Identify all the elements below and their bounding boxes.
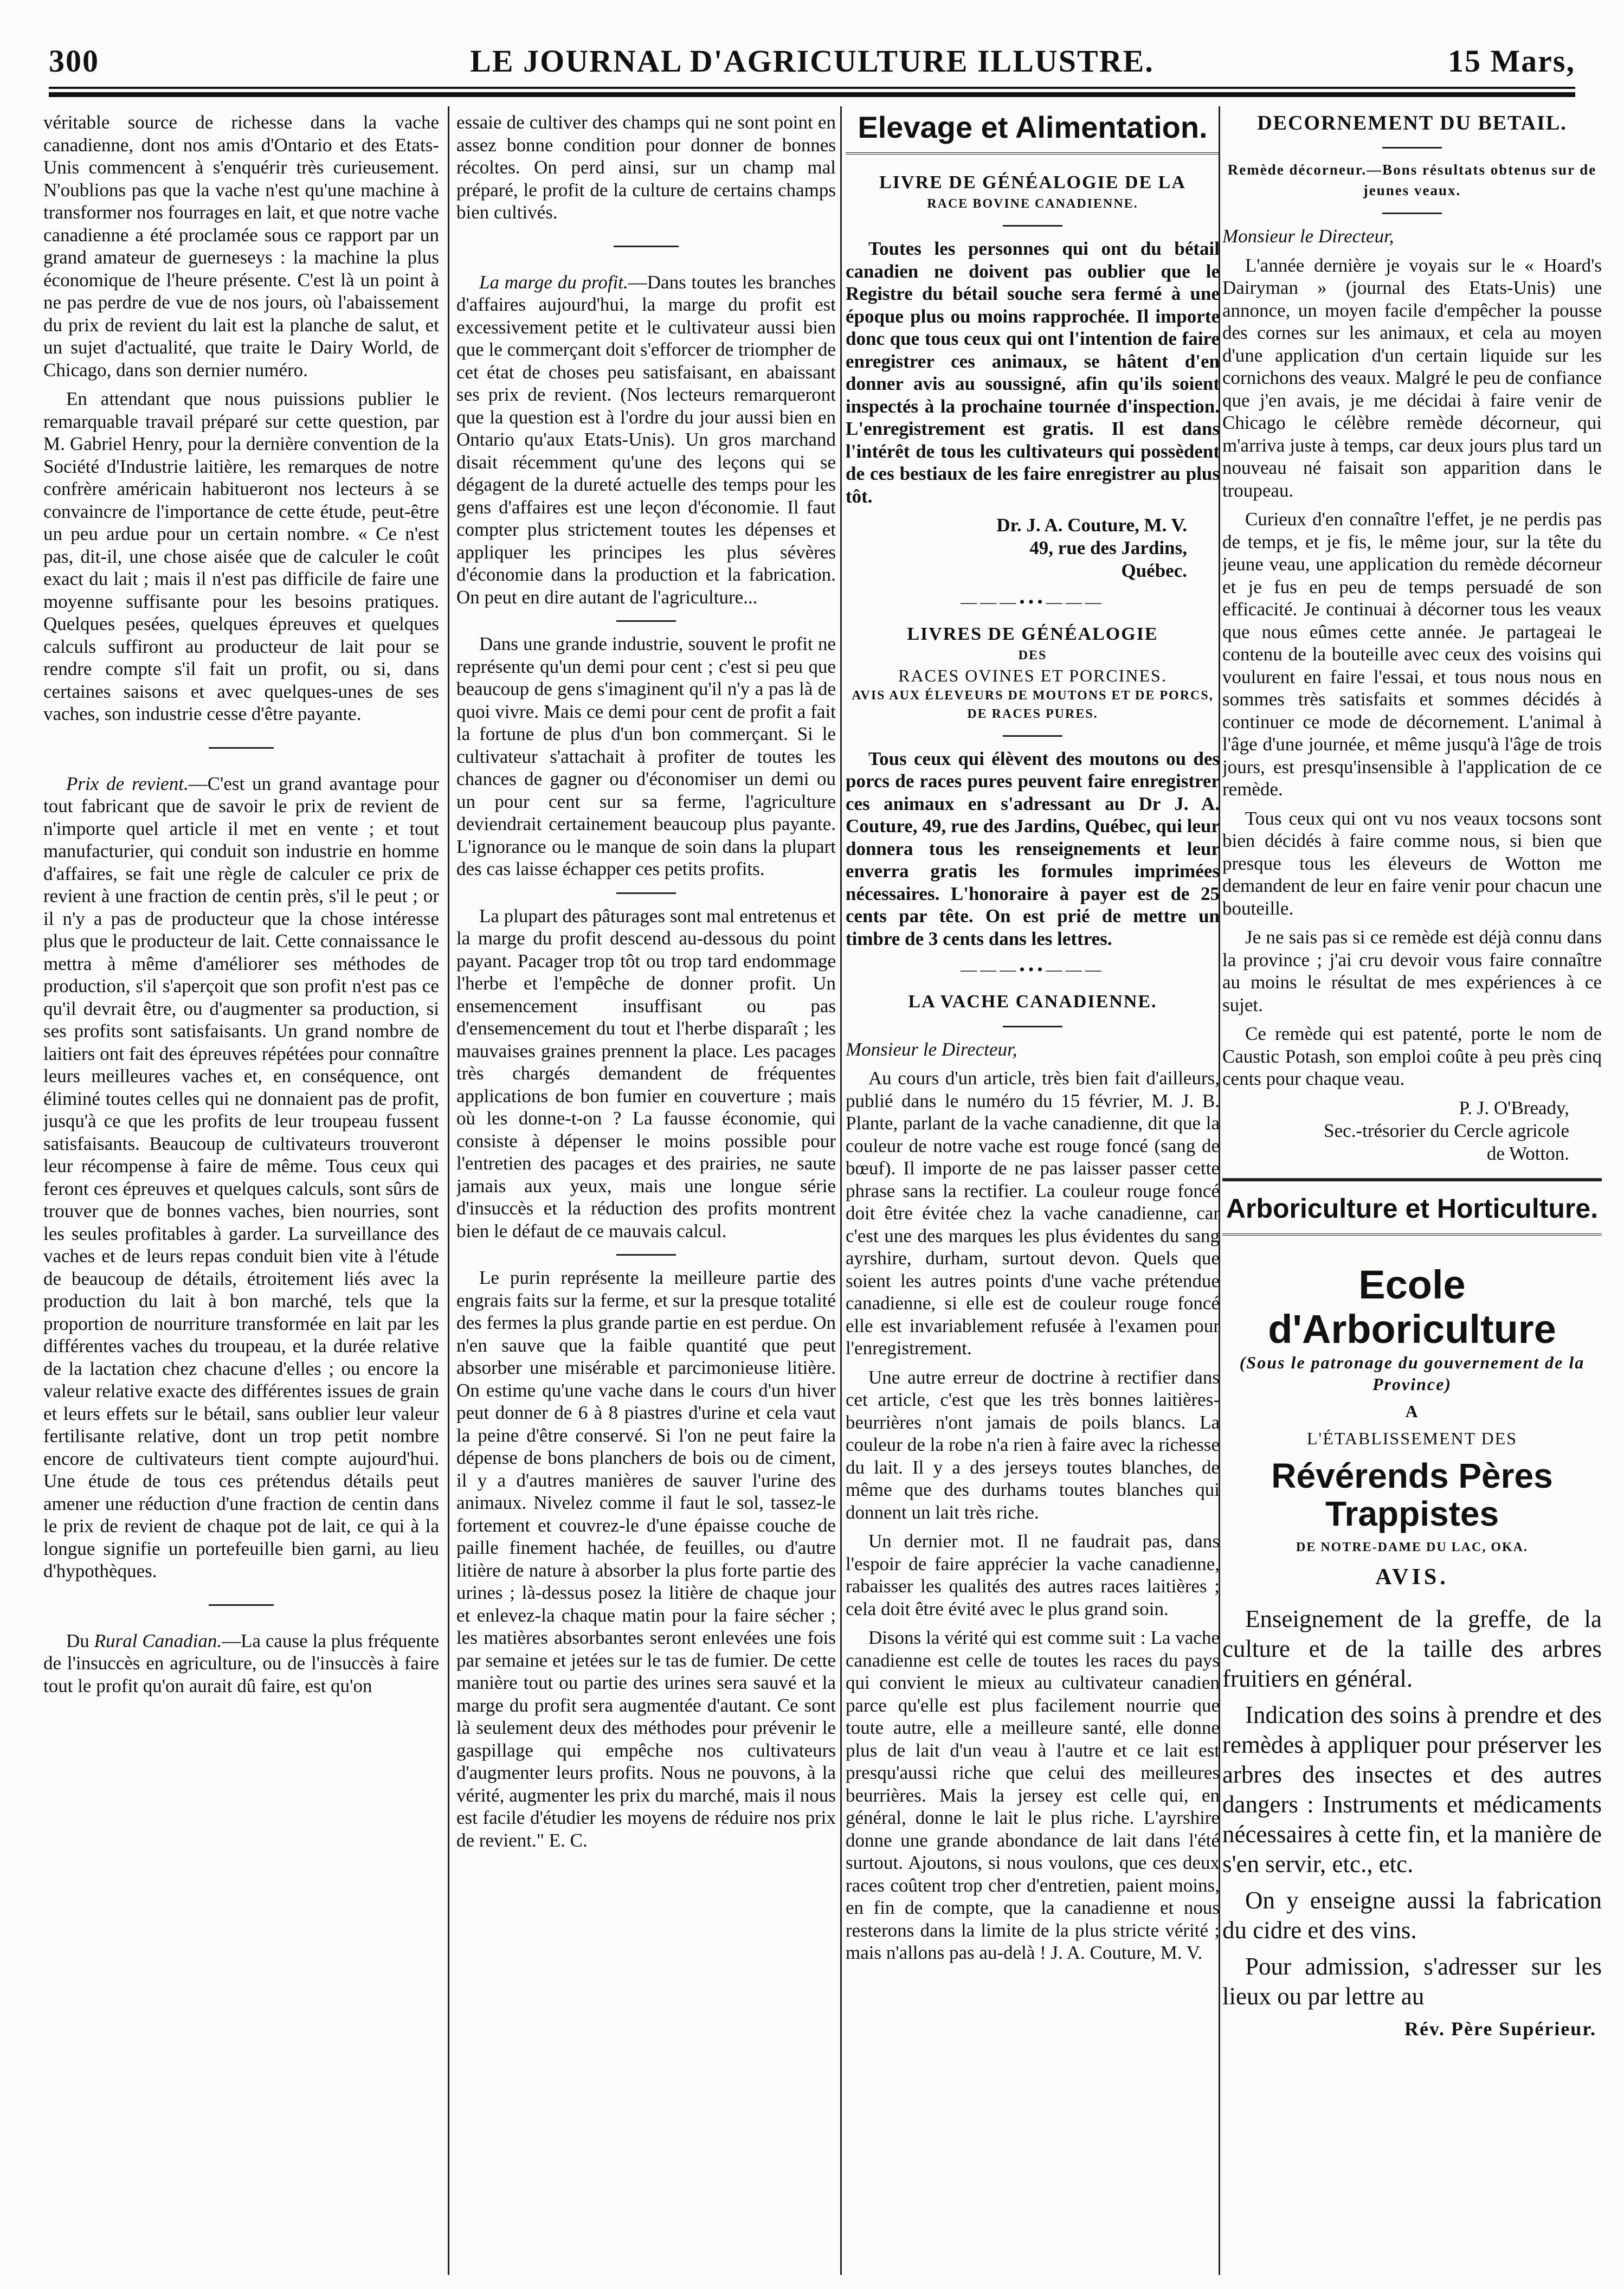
section-title: Elevage et Alimentation.	[846, 111, 1220, 155]
article-paragraph: Ce remède qui est patenté, porte le nom de Caustic Potash, son emploi coûte à peu près cinq cents pour chaque veau.	[1222, 1023, 1602, 1089]
article-paragraph: Du Rural Canadian.—La cause la plus fréquente de l'insuccès en agriculture, ou de l'insuccès à faire tout le profit qu'on aurait dû faire, est qu'on	[43, 1630, 439, 1696]
signature-address: 49, rue des Jardins,	[1029, 537, 1187, 558]
article-paragraph: La plupart des pâturages sont mal entretenus et la marge du profit descend au-dessous du point payant. Pacager trop tôt ou trop tard endommage l'herbe et l'empêche de donner profit. Un ensemencement insuffisant ou pas d'ensemencement du tout et l'herbe disparaît ; les mauvaises graines prennent la place. Les pacages très chargés demandent de fréquentes applications de bon fumier en couverture ; mais où les donne-t-on ? La fausse économie, qui consiste à dépenser le moins possible pour l'entretien des pacages et des prairies, ne saute jamais aux yeux, mais une longue série d'insuccès et la réduction des profits montrent bien le défaut de ce mauvais calcul.	[456, 905, 836, 1242]
column-divider	[448, 106, 449, 2275]
article-paragraph: Curieux d'en connaître l'effet, je ne perdis pas de temps, et je fis, le même jour, sur la tête du jeune veau, une application du remède décorneur et je fus en peu de temps persuadé de son efficacité. Je continuai à décorner tous les veaux que nous eûmes cette année. Je partageai le contenu de la bouteille avec ceux des voisins qui voulurent en faire l'essai, et tous nous nous en sommes très satisfaits et sommes décidés à continuer ce mode de décornement. L'animal à l'âge d'une journée, et même jusqu'à l'âge de trois jours, est presqu'insensible à l'application de ce remède.	[1222, 509, 1602, 800]
advertisement-notice: AVIS.	[1375, 1564, 1449, 1590]
advertisement-line: A	[1405, 1401, 1419, 1421]
advertisement-paragraph: Enseignement de la greffe, de la culture et de la taille des arbres fruitiers en général.	[1222, 1605, 1602, 1692]
separator	[1003, 225, 1062, 227]
signature-title: Sec.-trésorier du Cercle agricole	[1324, 1120, 1569, 1141]
separator	[1003, 1026, 1062, 1027]
paragraph-title: Rural Canadian.	[94, 1630, 222, 1651]
column-4	[1222, 111, 1602, 2274]
letter-subheading: Remède décorneur.—Bons résultats obtenus sur de jeunes veaux.	[1227, 162, 1597, 198]
advertisement-signoff: Rév. Père Supérieur.	[1404, 2017, 1596, 2040]
signature-place: de Wotton.	[1486, 1142, 1569, 1164]
article-paragraph: Tous ceux qui ont vu nos veaux tocsons sont bien décidés à faire comme nous, si bien que presque tous les éleveurs de Wotton me demandent de leur en faire venir pour chacun une bouteille.	[1222, 807, 1602, 919]
salutation-text: Monsieur le Directeur,	[1222, 226, 1394, 247]
column-3	[846, 111, 1220, 2274]
advertisement-paragraph: Indication des soins à prendre et des remèdes à appliquer pour préserver les arbres des insectes et des autres dangers : Instruments et médicaments nécessaires à cette fin, et la manière de s'en servir, etc., etc.	[1222, 1701, 1602, 1878]
letter-heading: LA VACHE CANADIENNE.	[908, 991, 1157, 1012]
article-paragraph	[43, 773, 439, 1583]
article-paragraph: Toutes les personnes qui ont du bétail canadien ne doivent pas oublier que le Registre du bétail souche sera fermé à une époque plus ou moins rapprochée. Il importe donc que tous ceux qui ont l'intention de faire enregistrer ces animaux, se hâtent d'en donner avis au soussigné, afin qu'ils soient inspectés à la prochaine tournée d'inspection. L'enregistrement est gratis. Il est dans l'intérêt de tous les cultivateurs qui possèdent de ces bestiaux de les faire enregistrer au plus tôt.	[846, 238, 1220, 507]
separator	[1382, 213, 1442, 214]
signature: Dr. J. A. Couture, M. V.	[996, 515, 1187, 536]
header-rule-bottom	[49, 92, 1575, 97]
article-paragraph: En attendant que nous puissions publier le remarquable travail préparé sur cette question, par M. Gabriel Henry, pour la dernière convention de la Société d'Industrie laitière, les remarques de notre confrère américain habitueront nos lecteurs à se convaincre de l'importance de cette étude, peut-être un peu ardue pour un certain nombre. « Ce n'est pas, dit-il, une chose aisée que de calculer le coût exact du lait ; mais il n'est pas difficile de faire une moyenne suffisante pour les besoins pratiques. Quelques pesées, quelques épreuves et quelques calculs suffiront au producteur de lait pour se rendre compte s'il fait un profit, ou si, dans certaines saisons et avec quelques-unes de ses vaches, son industrie cesse d'être payante.	[43, 388, 439, 724]
ornament-divider: ———•••———	[961, 961, 1105, 979]
section-rule	[1222, 1178, 1602, 1181]
article-paragraph: essaie de cultiver des champs qui ne sont point en assez bonne condition pour donner de bonnes récoltes. On perd ainsi, sur un champ mal préparé, le profit de la culture de certains champs bien cultivés.	[456, 112, 836, 223]
header-rule-top	[49, 87, 1575, 89]
separator	[1382, 147, 1442, 149]
signature-city: Québec.	[1121, 560, 1187, 581]
journal-title: LE JOURNAL D'AGRICULTURE ILLUSTRE.	[470, 43, 1154, 79]
separator	[616, 620, 676, 622]
separator	[614, 246, 679, 247]
letter-heading: DECORNEMENT DU BETAIL.	[1257, 112, 1567, 134]
article-paragraph: Un dernier mot. Il ne faudrait pas, dans l'espoir de faire apprécier la vache canadienne, rabaisser les qualités des autres races laitières ; cela doit être évité avec le plus grand soin.	[846, 1531, 1220, 1619]
advertisement-paragraph: On y enseigne aussi la fabrication du cidre et des vins.	[1222, 1886, 1602, 1944]
advertisement-name: Révérends Pères Trappistes	[1271, 1456, 1553, 1533]
article-paragraph: véritable source de richesse dans la vache canadienne, dont nos amis d'Ontario et des Etats-Unis commencent à s'enquérir très curieusement. N'oublions pas que la vache n'est qu'une machine à transformer nos fourrages en lait, et que notre vache canadienne a été proclamée sous ce rapport par un grand amateur de guerneseys : la machine la plus économique de l'heure présente. C'est là un point à ne pas perdre de vue de nos jours, où l'abaissement du prix de revient du lait est la planche de salut, et un sujet d'actualité, que traite le Dairy World, de Chicago, dans son dernier numéro.	[43, 112, 439, 381]
page-number: 300	[49, 43, 99, 79]
separator	[209, 747, 274, 749]
article-paragraph: Une autre erreur de doctrine à rectifier dans cet article, c'est que les très bonnes laitières-beurrières n'ont jamais de poils blancs. La couleur de la robe n'a rien à faire avec la richesse du lait. Il y a des jerseys toutes blanches, de même que des durhams toutes blanches qui donnent un lait très riche.	[846, 1366, 1220, 1523]
notice-subheading: DES	[1018, 648, 1047, 663]
article-paragraph: Au cours d'un article, très bien fait d'ailleurs, publié dans le numéro du 15 février, M. J. B. Plante, parlant de la vache canadienne, dit que la couleur de notre vache est rouge foncé (sang de bœuf). Il importe de ne pas laisser passer cette phrase sans la rectifier. La couleur rouge foncé doit être évitée chez la vache canadienne, car c'est une des marques les plus évidentes du sang ayrshire, durham, surtout devon. Quels que soient les autres points d'une vache prétendue canadienne, si elle est de couleur rouge foncé elle est invariablement refusée à l'examen pour l'enregistrement.	[846, 1068, 1220, 1359]
advertisement-title: Ecole d'Arboriculture	[1268, 1262, 1556, 1352]
paragraph-body: —La cause la plus fréquente de l'insuccès en agriculture, ou de l'insuccès à faire tout le profit qu'on aurait dû faire, est qu'on	[43, 1630, 439, 1696]
notice-heading: LIVRE DE GÉNÉALOGIE DE LA	[879, 172, 1186, 192]
advertisement-paragraph: Pour admission, s'adresser sur les lieux ou par lettre au	[1222, 1952, 1602, 2010]
ornament-divider: ———•••———	[961, 593, 1105, 611]
paragraph-title: La marge du profit.	[479, 271, 628, 293]
article-paragraph: Disons la vérité qui est comme suit : La vache canadienne est celle de toutes les races du pays qui convient le mieux au cultivateur canadien parce qu'elle est plus facilement nourrie que toute autre, elle a meilleure santé, elle donne plus de lait d'un veau à l'autre et ce lait est presqu'aussi riche que celui des meilleures beurrières. Mais la jersey est celle qui, en général, donne le lait le plus riche. L'ayrshire donne une grande abondance de lait dans l'été surtout. Ajoutons, si nous voulons, que ces deux races coûtent trop cher d'entretien, paient moins, en fin de compte, que la canadienne et nous resterons dans la limite de la plus stricte vérité ; mais n'allons pas au-delà ! J. A. Couture, M. V.	[846, 1627, 1220, 1963]
salutation-text: Monsieur le Directeur,	[846, 1038, 1017, 1060]
article-paragraph	[456, 271, 836, 609]
article-paragraph: Je ne sais pas si ce remède est déjà connu dans la province ; j'ai cru devoir vous faire connaître au moins le résultat de mes expériences à ce sujet.	[1222, 927, 1602, 1015]
letter-salutation	[1222, 225, 1602, 248]
advertisement-line: L'ÉTABLISSEMENT DES	[1306, 1428, 1518, 1448]
issue-date: 15 Mars,	[1447, 43, 1575, 79]
notice-subheading: AVIS AUX ÉLEVEURS DE MOUTONS ET DE PORCS, DE RACES PURES.	[852, 688, 1214, 721]
separator	[1003, 735, 1062, 737]
section-title: Arboriculture et Horticulture.	[1222, 1192, 1602, 1236]
article-paragraph: Tous ceux qui élèvent des moutons ou des porcs de races pures peuvent faire enregistrer ces animaux en s'adressant au Dr J. A. Couture, 49, rue des Jardins, Québec, qui leur donnera tous les renseignements et leur enverra gratis les formules imprimées nécessaires. L'honoraire à payer est de 25 cents par tête. On est prié de mettre un timbre de 3 cents dans les lettres.	[846, 748, 1220, 949]
paragraph-body: —C'est un grand avantage pour tout fabricant que de savoir le prix de revient de n'importe quel article il met en vente ; et tout manufacturier, qui conduit son industrie en homme d'affaires, se fait une règle de calculer ce prix de revient à une fraction de centin près, s'il le peut ; or il n'y a pas de producteur que la chose intéresse plus que le producteur de lait. Cette connaissance le mettra à même d'améliorer ses méthodes de production, s'il s'aperçoit que son profit n'est pas ce qu'il devrait être, ou d'augmenter sa production, si ses profits sont satisfaisants. Un grand nombre de laitiers ont fait des épreuves répétées pour connaître leurs meilleures vaches et, en conséquence, ont éliminé toutes celles qui ne donnaient pas de profit, jusqu'à ce que les profits de leur troupeau fussent satisfaisants. Beaucoup de cultivateurs trouveront leur récompense à faire de même. Tous ceux qui feront ces épreuves et quelques calculs, sont sûrs de trouver que de bonnes vaches, bien nourries, sont les seules profitables à garder. La surveillance des vaches et de leurs repas conduit bien vite à l'étude de beaucoup de détails, étroitement liés avec la production du lait à bon marché, tels que la proportion de nourriture transformée en lait par les différentes vaches du troupeau, et la durée relative de la lactation chez chacune d'elles ; ou encore la valeur relative exacte des différentes issues de grain et leurs effets sur le bétail, sans oublier leur valeur fertilisante relative, dont un trop petit nombre encore de cultivateurs tient compte aujourd'hui. Une étude de tous ces prétendus détails peut amener une réduction d'une fraction de centin dans le prix de revient de chaque pot de lait, ce qui à la longue signifie un portefeuille bien garni, au lieu d'hypothèques.	[43, 773, 439, 1581]
article-paragraph: L'année dernière je voyais sur le « Hoard's Dairyman » (journal des Etats-Unis) une annonce, un moyen facile d'empêcher la pousse des cornes sur les animaux, et cela au moyen d'une application d'un certain liquide sur les cornichons des veaux. Malgré le peu de confiance que j'en avais, je me décidai à faire venir de Chicago le célèbre remède décorneur, qui m'arriva juste à temps, car deux jours plus tard un nouveau né faisait son apparition dans le troupeau.	[1222, 254, 1602, 501]
paragraph-title: Prix de revient.	[66, 773, 189, 794]
page-header	[49, 42, 1575, 80]
advertisement-location: DE NOTRE-DAME DU LAC, OKA.	[1296, 1540, 1528, 1554]
signature: P. J. O'Bready,	[1459, 1097, 1569, 1118]
advertisement-subtitle: (Sous le patronage du gouvernement de la Province)	[1239, 1352, 1585, 1394]
notice-subheading: RACE BOVINE CANADIENNE.	[927, 197, 1138, 211]
separator	[209, 1604, 274, 1606]
separator	[616, 892, 676, 894]
column-divider	[840, 106, 842, 2275]
separator	[616, 1254, 676, 1256]
article-paragraph: Le purin représente la meilleure partie des engrais faits sur la ferme, et sur la presque totalité des fermes la plus grande partie en est perdue. On n'en sauve que la faible quantité que peut absorber une misérable et parcimonieuse litière. On estime qu'une vache dans le cours d'un hiver peut donner de 6 à 8 piastres d'urine et cela vaut la peine d'être conservé. Si l'on ne peut faire la dépense de bons planchers de bois ou de ciment, il y a d'autres manières de sauver l'urine des animaux. Nivelez comme il faut le sol, tassez-le fortement et couvrez-le d'une épaisse couche de paille finement hachée, de feuilles, ou d'autre litière de nature à absorber la plus forte partie des urines ; là-dessus posez la litière de chaque jour et enlevez-la chaque matin pour la faire sécher ; les matières absorbantes seront enlevées une fois par semaine et jetées sur le tas de fumier. De cette manière tout ou partie des urines sera sauvé et la marge du profit sera augmentée d'autant. Ce sont là seulement deux des méthodes pour prévenir le gaspillage qui empêche nos cultivateurs d'augmenter leurs profits. Nous ne pouvons, à la vérité, augmenter les prix du marché, mais il nous est facile d'étudier les moyens de réduire nos prix de revient." E. C.	[456, 1267, 836, 1851]
column-2	[456, 111, 836, 2274]
paragraph-body: —Dans toutes les branches d'affaires aujourd'hui, la marge du profit est excessivement petite et le cultivateur aussi bien que le commerçant doit s'efforcer de triompher de cet état de choses peu satisfaisant, en abaissant ses prix de revient. (Nos lecteurs remarqueront que la question est à l'ordre du jour aussi bien en Ontario qu'aux Etats-Unis). Un gros marchand disait récemment qu'une des leçons qui se dégagent de la dureté actuelle des temps pour les gens d'affaires est une leçon d'économie. Il faut compter plus strictement toutes les dépenses et appliquer les principes les plus sévères d'économie dans la production et la fabrication. On peut en dire autant de l'agriculture...	[456, 271, 836, 608]
article-paragraph: Dans une grande industrie, souvent le profit ne représente qu'un demi pour cent ; c'est si peu que beaucoup de gens s'imaginent qu'il n'y a pas là de quoi vivre. Mais ce demi pour cent de profit a fait la fortune de plus d'un bon commerçant. Si le cultivateur s'attachait à profiter de toutes les chances de gagner ou d'économiser un demi ou un pour cent sur sa ferme, l'agriculture deviendrait certainement beaucoup plus payante. L'ignorance ou le manque de soin dans la plupart des cas laisse échapper ces petits profits.	[456, 633, 836, 879]
notice-subheading: RACES OVINES ET PORCINES.	[898, 665, 1167, 685]
letter-salutation	[846, 1038, 1220, 1061]
notice-heading: LIVRES DE GÉNÉALOGIE	[907, 623, 1158, 644]
column-1	[43, 111, 439, 2274]
